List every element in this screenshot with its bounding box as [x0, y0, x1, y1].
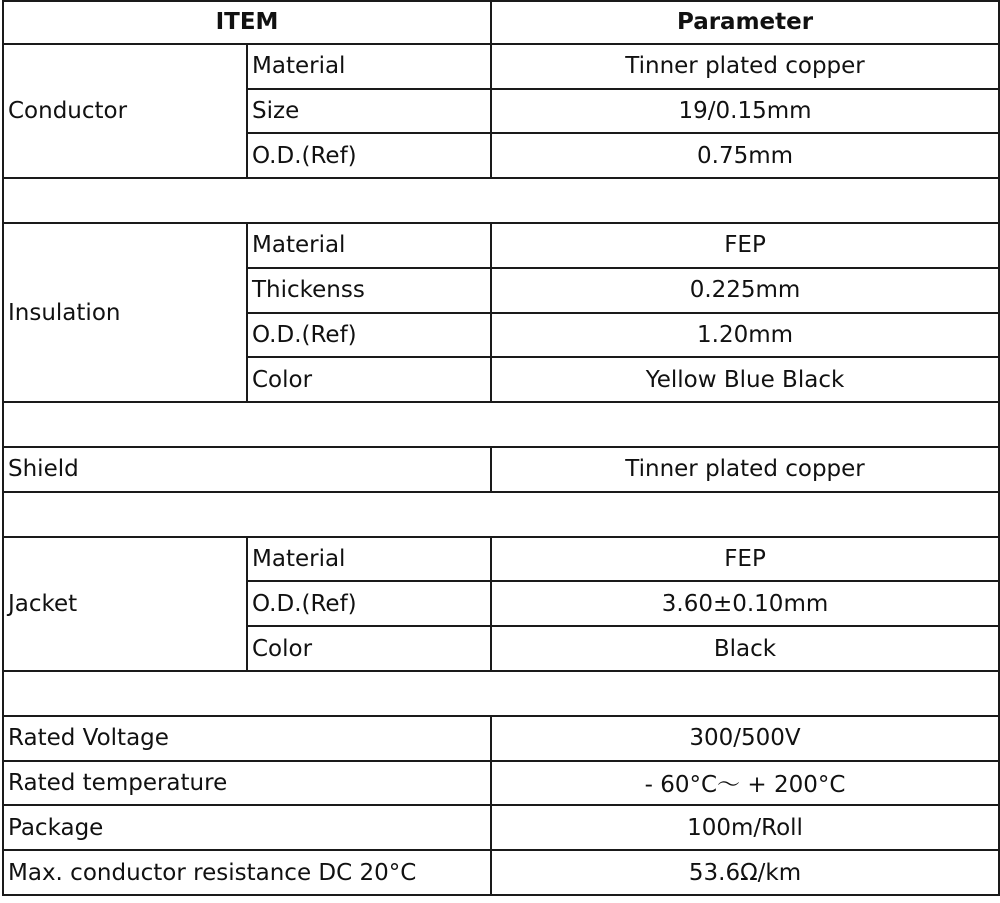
table-row	[3, 761, 999, 806]
jacket-od-name: O.D.(Ref)	[247, 581, 491, 626]
jacket-label: Jacket	[3, 537, 247, 671]
insulation-od-name: O.D.(Ref)	[247, 313, 491, 358]
resistance-value: 53.6Ω/km	[491, 850, 999, 895]
spacer-cell	[3, 402, 999, 447]
spec-table	[2, 0, 1000, 896]
spacer-row	[3, 178, 999, 223]
insulation-color-value: Yellow Blue Black	[491, 357, 999, 402]
table-row	[3, 850, 999, 895]
jacket-material-value: FEP	[491, 537, 999, 582]
insulation-thickness-name: Thickenss	[247, 268, 491, 313]
conductor-size-name: Size	[247, 89, 491, 134]
package-name: Package	[3, 805, 491, 850]
shield-label: Shield	[3, 447, 491, 492]
jacket-color-name: Color	[247, 626, 491, 671]
insulation-material-name: Material	[247, 223, 491, 268]
spacer-cell	[3, 492, 999, 537]
table-row	[3, 447, 999, 492]
conductor-od-value: 0.75mm	[491, 133, 999, 178]
table-row	[3, 223, 999, 268]
spacer-cell	[3, 671, 999, 716]
table-row	[3, 716, 999, 761]
table-row	[3, 805, 999, 850]
header-item: ITEM	[3, 1, 491, 44]
package-value: 100m/Roll	[491, 805, 999, 850]
insulation-color-name: Color	[247, 357, 491, 402]
rated-temperature-value: - 60°C～ + 200°C	[491, 761, 999, 806]
jacket-color-value: Black	[491, 626, 999, 671]
spacer-cell	[3, 178, 999, 223]
header-row	[3, 1, 999, 44]
spacer-row	[3, 492, 999, 537]
rated-temperature-name: Rated temperature	[3, 761, 491, 806]
spacer-row	[3, 671, 999, 716]
conductor-size-value: 19/0.15mm	[491, 89, 999, 134]
spacer-row	[3, 402, 999, 447]
insulation-od-value: 1.20mm	[491, 313, 999, 358]
resistance-name: Max. conductor resistance DC 20°C	[3, 850, 491, 895]
insulation-thickness-value: 0.225mm	[491, 268, 999, 313]
insulation-material-value: FEP	[491, 223, 999, 268]
shield-value: Tinner plated copper	[491, 447, 999, 492]
table-row	[3, 537, 999, 582]
insulation-label: Insulation	[3, 223, 247, 402]
header-parameter: Parameter	[491, 1, 999, 44]
jacket-material-name: Material	[247, 537, 491, 582]
conductor-material-name: Material	[247, 44, 491, 89]
conductor-label: Conductor	[3, 44, 247, 178]
rated-voltage-name: Rated Voltage	[3, 716, 491, 761]
rated-voltage-value: 300/500V	[491, 716, 999, 761]
conductor-material-value: Tinner plated copper	[491, 44, 999, 89]
jacket-od-value: 3.60±0.10mm	[491, 581, 999, 626]
conductor-od-name: O.D.(Ref)	[247, 133, 491, 178]
table-row	[3, 44, 999, 89]
